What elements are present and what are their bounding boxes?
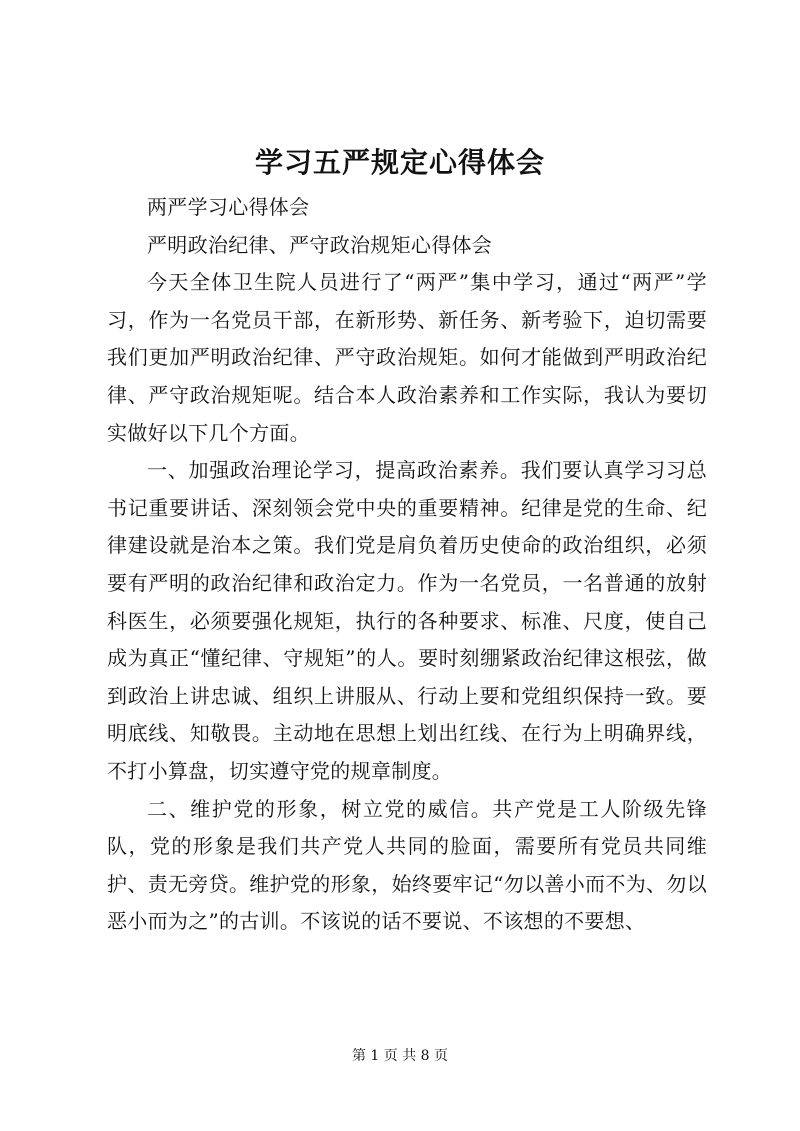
subtitle-paragraph: 严明政治纪律、严守政治规矩心得体会 (147, 232, 493, 257)
document-title: 学习五严规定心得体会 (254, 146, 545, 179)
body-paragraph: 二、维护党的形象，树立党的威信。共产党是工人阶级先锋队，党的形象是我们共产党人共同的脸面，需要所有党员共同维护、责无旁贷。维护党的形象，始终要牢记“勿以善小而不为、勿以恶小而为之”的古训。不该说的话不要说、不该想的不要想、 (107, 796, 707, 934)
body-paragraph: 一、加强政治理论学习，提高政治素养。我们要认真学习习总书记重要讲话、深刻领会党中央的重要精神。纪律是党的生命、纪律建设就是治本之策。我们党是肩负着历史使命的政治组织，必须要有严明的政治纪律和政治定力。作为一名党员，一名普通的放射科医生，必须要强化规矩，执行的各种要求、标准、尺度，使自己成为真正“懂纪律、守规矩”的人。要时刻绷紧政治纪律这根弦，做到政治上讲忠诚、组织上讲服从、行动上要和党组织保持一致。要明底线、知敬畏。主动地在思想上划出红线、在行为上明确界线，不打小算盘，切实遵守党的规章制度。 (107, 458, 707, 783)
page-footer: 第 1 页 共 8 页 (351, 1048, 449, 1064)
document-body (107, 189, 707, 941)
body-paragraph: 今天全体卫生院人员进行了“两严”集中学习，通过“两严”学习，作为一名党员干部，在新形势、新任务、新考验下，迫切需要我们更加严明政治纪律、严守政治规矩。如何才能做到严明政治纪律、严守政治规矩呢。结合本人政治素养和工作实际，我认为要切实做好以下几个方面。 (107, 270, 707, 445)
subtitle-paragraph: 两严学习心得体会 (147, 195, 310, 219)
